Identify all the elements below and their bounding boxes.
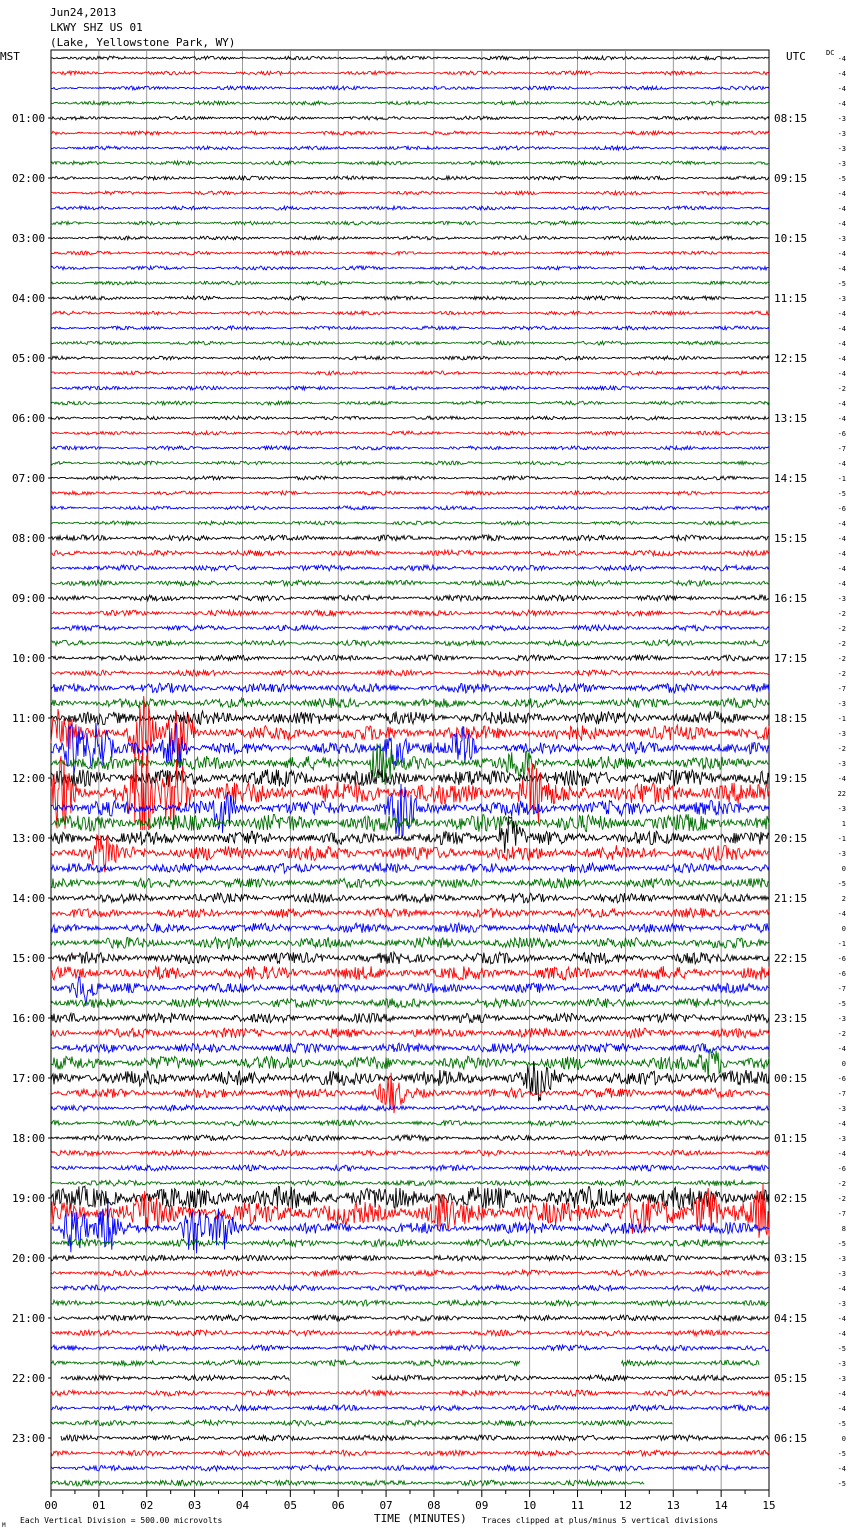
x-tick-label: 15 — [762, 1499, 776, 1512]
dc-offset-label: -6 — [837, 955, 846, 963]
chart-location: (Lake, Yellowstone Park, WY) — [50, 36, 236, 49]
trace-row — [51, 1450, 769, 1456]
dc-offset-label: -4 — [837, 1390, 846, 1398]
dc-offset-label: -4 — [837, 370, 846, 378]
dc-offset-label: -3 — [837, 700, 846, 708]
x-tick-label: 08 — [427, 1499, 441, 1512]
trace-row — [51, 161, 769, 165]
left-hour-label: 10:00 — [12, 652, 46, 665]
right-hour-label: 15:15 — [774, 532, 808, 545]
dc-offset-label: -4 — [837, 1315, 846, 1323]
dc-offset-label: -5 — [837, 280, 846, 288]
dc-offset-label: -5 — [837, 1000, 846, 1008]
trace-row — [54, 1315, 769, 1321]
trace-row — [51, 326, 769, 330]
trace-row — [51, 1465, 769, 1471]
trace-row — [51, 711, 769, 725]
dc-offset-label: -3 — [837, 1015, 846, 1023]
dc-offset-label: 0 — [841, 1435, 846, 1443]
left-hour-label: 21:00 — [12, 1312, 46, 1325]
left-hour-label: 20:00 — [12, 1252, 46, 1265]
left-hour-label: 12:00 — [12, 772, 46, 785]
trace-row — [51, 683, 769, 693]
trace-row — [51, 521, 769, 525]
dc-offset-label: -6 — [837, 1075, 846, 1083]
x-tick-label: 07 — [379, 1499, 393, 1512]
trace-row — [51, 863, 769, 873]
dc-offset-label: -3 — [837, 1270, 846, 1278]
left-hour-label: 16:00 — [12, 1012, 46, 1025]
right-hour-label: 08:15 — [774, 112, 808, 125]
trace-row — [51, 416, 769, 420]
x-tick-label: 02 — [140, 1499, 154, 1512]
dc-offset-label: -3 — [837, 130, 846, 138]
x-tick-label: 06 — [331, 1499, 345, 1512]
trace-row — [51, 1345, 769, 1351]
trace-row — [51, 977, 769, 1006]
dc-offset-label: -4 — [837, 250, 846, 258]
trace-row — [51, 1255, 769, 1261]
right-hour-label: 00:15 — [774, 1072, 808, 1085]
dc-offset-label: -4 — [837, 520, 846, 528]
dc-offset-label: 8 — [841, 1225, 846, 1233]
dc-offset-label: -5 — [837, 1345, 846, 1353]
right-hour-label: 19:15 — [774, 772, 808, 785]
dc-offset-label: -1 — [837, 475, 846, 483]
dc-offset-label: 1 — [841, 820, 846, 828]
trace-row — [51, 923, 769, 933]
dc-offset-label: -4 — [837, 310, 846, 318]
dc-offset-label: -4 — [837, 415, 846, 423]
right-hour-label: 03:15 — [774, 1252, 808, 1265]
right-hour-label: 01:15 — [774, 1132, 808, 1145]
trace-row — [51, 625, 769, 631]
dc-offset-label: -4 — [837, 85, 846, 93]
dc-offset-label: -4 — [837, 565, 846, 573]
trace-row — [51, 1049, 769, 1079]
trace-row — [51, 461, 769, 465]
dc-offset-label: -2 — [837, 670, 846, 678]
trace-row — [51, 446, 769, 450]
right-hour-label: 10:15 — [774, 232, 808, 245]
dc-offset-label: -4 — [837, 1405, 846, 1413]
dc-offset-label: -4 — [837, 1285, 846, 1293]
left-hour-label: 23:00 — [12, 1432, 46, 1445]
dc-offset-label: -4 — [837, 265, 846, 273]
trace-row — [51, 431, 769, 435]
dc-offset-label: -4 — [837, 205, 846, 213]
trace-row — [51, 71, 769, 75]
dc-offset-label: -2 — [837, 610, 846, 618]
trace-row — [51, 1120, 769, 1126]
trace-row — [51, 1330, 769, 1336]
left-hour-label: 15:00 — [12, 952, 46, 965]
dc-offset-label: -7 — [837, 685, 846, 693]
x-tick-label: 10 — [523, 1499, 537, 1512]
x-tick-label: 03 — [187, 1499, 202, 1512]
x-tick-label: 13 — [666, 1499, 680, 1512]
dc-offset-label: -4 — [837, 580, 846, 588]
x-axis — [44, 1490, 775, 1512]
right-timezone-label: UTC — [786, 50, 806, 63]
trace-row — [51, 296, 769, 300]
x-tick-label: 04 — [235, 1499, 250, 1512]
trace-row — [51, 371, 769, 375]
dc-offset-label: -4 — [837, 55, 846, 63]
clip-note: Traces clipped at plus/minus 5 vertical divisions — [482, 1516, 719, 1525]
trace-row — [51, 1061, 769, 1101]
dc-offset-label: -4 — [837, 325, 846, 333]
dc-offset-label: -4 — [837, 460, 846, 468]
trace-row — [61, 1435, 769, 1441]
trace-row — [51, 580, 769, 586]
trace-row — [51, 101, 769, 105]
right-hour-label: 23:15 — [774, 1012, 808, 1025]
trace-row — [51, 893, 769, 903]
chart-title: LKWY SHZ US 01 — [50, 21, 143, 34]
trace-row — [51, 696, 769, 768]
dc-offset-label: 2 — [841, 895, 846, 903]
left-hour-label: 14:00 — [12, 892, 46, 905]
trace-row — [51, 1239, 769, 1247]
dc-offset-label: -4 — [837, 190, 846, 198]
trace-row — [51, 640, 769, 646]
left-hour-label: 22:00 — [12, 1372, 46, 1385]
right-hour-label: 16:15 — [774, 592, 808, 605]
trace-row — [51, 1405, 769, 1411]
trace-row — [51, 476, 769, 480]
left-hour-label: 07:00 — [12, 472, 46, 485]
x-tick-label: 14 — [714, 1499, 728, 1512]
dc-offset-label: -3 — [837, 1360, 846, 1368]
right-hour-label: 06:15 — [774, 1432, 808, 1445]
dc-offset-label: -2 — [837, 1195, 846, 1203]
dc-offset-label: -4 — [837, 220, 846, 228]
left-hour-label: 08:00 — [12, 532, 46, 545]
trace-row — [51, 1285, 769, 1291]
trace-row — [51, 206, 769, 210]
trace-row — [51, 1135, 769, 1141]
dc-offset-label: -4 — [837, 910, 846, 918]
trace-row — [51, 236, 769, 240]
dc-offset-label: -5 — [837, 175, 846, 183]
right-hour-label: 02:15 — [774, 1192, 808, 1205]
dc-offset-label: -2 — [837, 640, 846, 648]
dc-offset-label: -2 — [837, 1030, 846, 1038]
trace-row — [51, 131, 769, 135]
trace-row — [51, 1105, 769, 1111]
trace-row — [51, 698, 769, 708]
dc-offset-label: -6 — [837, 505, 846, 513]
x-axis-label: TIME (MINUTES) — [374, 1512, 467, 1525]
x-tick-label: 12 — [618, 1499, 633, 1512]
dc-offset-label: 0 — [841, 1060, 846, 1068]
trace-row — [51, 311, 769, 315]
trace-row — [51, 1043, 769, 1053]
trace-row — [51, 908, 769, 918]
left-hour-label: 17:00 — [12, 1072, 46, 1085]
left-hour-label: 04:00 — [12, 292, 46, 305]
dc-offset-label: -5 — [837, 880, 846, 888]
dc-offset-label: -4 — [837, 1150, 846, 1158]
left-hour-label: 01:00 — [12, 112, 46, 125]
dc-offset-label: -4 — [837, 535, 846, 543]
dc-offset-label: -3 — [837, 160, 846, 168]
trace-row — [51, 251, 769, 255]
x-tick-label: 09 — [475, 1499, 489, 1512]
scale-note: Each Vertical Division = 500.00 microvolts — [20, 1516, 223, 1525]
dc-offset-label: -2 — [837, 385, 846, 393]
right-hour-label: 22:15 — [774, 952, 808, 965]
x-tick-label: 05 — [283, 1499, 297, 1512]
right-hour-label: 13:15 — [774, 412, 808, 425]
right-hour-label: 20:15 — [774, 832, 808, 845]
dc-offset-label: -4 — [837, 550, 846, 558]
trace-row — [51, 491, 769, 495]
trace-row — [51, 401, 769, 405]
trace-row — [51, 1300, 769, 1306]
dc-offset-label: -6 — [837, 970, 846, 978]
dc-offset-label: -4 — [837, 100, 846, 108]
trace-row — [51, 176, 769, 180]
trace-row — [51, 1150, 769, 1156]
trace-row — [51, 565, 769, 571]
dc-label: DC — [826, 49, 835, 57]
left-hour-label: 09:00 — [12, 592, 46, 605]
dc-offset-label: -4 — [837, 1330, 846, 1338]
dc-offset-label: -2 — [837, 625, 846, 633]
dc-offset-label: -1 — [837, 940, 846, 948]
trace-row — [51, 1390, 769, 1396]
right-hour-label: 09:15 — [774, 172, 808, 185]
dc-offset-label: -3 — [837, 1300, 846, 1308]
trace-row — [51, 1165, 769, 1171]
seismic-traces — [51, 56, 769, 1486]
dc-offset-label: -3 — [837, 730, 846, 738]
dc-offset-label: -4 — [837, 1045, 846, 1053]
trace-row — [51, 506, 769, 510]
trace-row — [51, 281, 769, 285]
dc-offset-label: -3 — [837, 145, 846, 153]
dc-offset-label: -5 — [837, 1450, 846, 1458]
dc-offset-label: -7 — [837, 1090, 846, 1098]
dc-offset-labels — [838, 55, 846, 1488]
trace-row — [51, 952, 769, 964]
right-hour-label: 14:15 — [774, 472, 808, 485]
right-hour-label: 05:15 — [774, 1372, 808, 1385]
dc-offset-label: -3 — [837, 595, 846, 603]
trace-row — [51, 670, 769, 676]
dc-offset-label: 22 — [837, 790, 846, 798]
left-hour-label: 13:00 — [12, 832, 46, 845]
dc-offset-label: -4 — [837, 400, 846, 408]
left-hour-label: 02:00 — [12, 172, 46, 185]
trace-row — [51, 595, 769, 601]
dc-offset-label: -4 — [837, 340, 846, 348]
trace-row — [51, 191, 769, 195]
trace-row — [51, 769, 769, 787]
dc-offset-label: -6 — [837, 1165, 846, 1173]
dc-offset-label: -6 — [837, 430, 846, 438]
trace-row — [51, 221, 769, 225]
trace-row — [51, 266, 769, 270]
dc-offset-label: -7 — [837, 445, 846, 453]
right-hour-label: 04:15 — [774, 1312, 808, 1325]
trace-row — [51, 146, 769, 150]
dc-offset-label: -5 — [837, 1240, 846, 1248]
left-timezone-label: MST — [0, 50, 20, 63]
trace-row — [51, 655, 769, 661]
trace-row — [51, 1420, 672, 1426]
trace-row — [51, 1028, 769, 1038]
trace-row — [51, 998, 769, 1008]
trace-row — [51, 386, 769, 390]
dc-offset-label: -2 — [837, 655, 846, 663]
left-hour-label: 11:00 — [12, 712, 46, 725]
trace-row — [51, 1270, 769, 1276]
dc-offset-label: -5 — [837, 1420, 846, 1428]
corner-mark: M — [2, 1522, 6, 1529]
x-tick-label: 01 — [92, 1499, 106, 1512]
trace-row — [51, 1480, 644, 1486]
trace-row — [51, 116, 769, 120]
dc-offset-label: -3 — [837, 850, 846, 858]
dc-offset-label: -4 — [837, 355, 846, 363]
left-hour-label: 06:00 — [12, 412, 46, 425]
dc-offset-label: -4 — [837, 775, 846, 783]
dc-offset-label: -3 — [837, 1375, 846, 1383]
dc-offset-label: -4 — [837, 70, 846, 78]
trace-row — [51, 341, 769, 345]
trace-row — [51, 356, 769, 360]
left-hour-label: 18:00 — [12, 1132, 46, 1145]
dc-offset-label: -2 — [837, 745, 846, 753]
dc-offset-label: -2 — [837, 1180, 846, 1188]
trace-row — [51, 878, 769, 888]
trace-row — [51, 1184, 769, 1238]
right-hour-label: 17:15 — [774, 652, 808, 665]
x-tick-label: 00 — [44, 1499, 58, 1512]
dc-offset-label: -3 — [837, 760, 846, 768]
trace-row — [51, 1186, 769, 1210]
dc-offset-label: -4 — [837, 1120, 846, 1128]
left-hour-label: 03:00 — [12, 232, 46, 245]
trace-row — [51, 56, 769, 60]
trace-row — [51, 610, 769, 616]
chart-date: Jun24,2013 — [50, 6, 117, 19]
x-tick-label: 11 — [570, 1499, 585, 1512]
trace-row — [61, 1375, 769, 1381]
dc-offset-label: -3 — [837, 1255, 846, 1263]
trace-row — [51, 535, 769, 541]
trace-row — [51, 1360, 759, 1366]
left-hour-label: 19:00 — [12, 1192, 46, 1205]
dc-offset-label: -7 — [837, 985, 846, 993]
trace-row — [51, 1180, 769, 1186]
dc-offset-label: -3 — [837, 235, 846, 243]
dc-offset-label: -1 — [837, 835, 846, 843]
dc-offset-label: -5 — [837, 490, 846, 498]
dc-offset-label: -3 — [837, 1105, 846, 1113]
right-hour-label: 12:15 — [774, 352, 808, 365]
dc-offset-label: 0 — [841, 925, 846, 933]
dc-offset-label: -1 — [837, 715, 846, 723]
right-hour-label: 11:15 — [774, 292, 808, 305]
dc-offset-label: -4 — [837, 1465, 846, 1473]
trace-row — [51, 550, 769, 556]
dc-offset-label: -3 — [837, 295, 846, 303]
dc-offset-label: 0 — [841, 865, 846, 873]
trace-row — [51, 86, 769, 90]
trace-row — [51, 966, 769, 980]
dc-offset-label: -7 — [837, 1210, 846, 1218]
left-hour-label: 05:00 — [12, 352, 46, 365]
trace-row — [51, 937, 769, 949]
right-hour-label: 18:15 — [774, 712, 808, 725]
dc-offset-label: -5 — [837, 1480, 846, 1488]
dc-offset-label: -3 — [837, 1135, 846, 1143]
trace-row — [51, 1013, 769, 1023]
dc-offset-label: -3 — [837, 115, 846, 123]
dc-offset-label: -3 — [837, 805, 846, 813]
right-hour-label: 21:15 — [774, 892, 808, 905]
